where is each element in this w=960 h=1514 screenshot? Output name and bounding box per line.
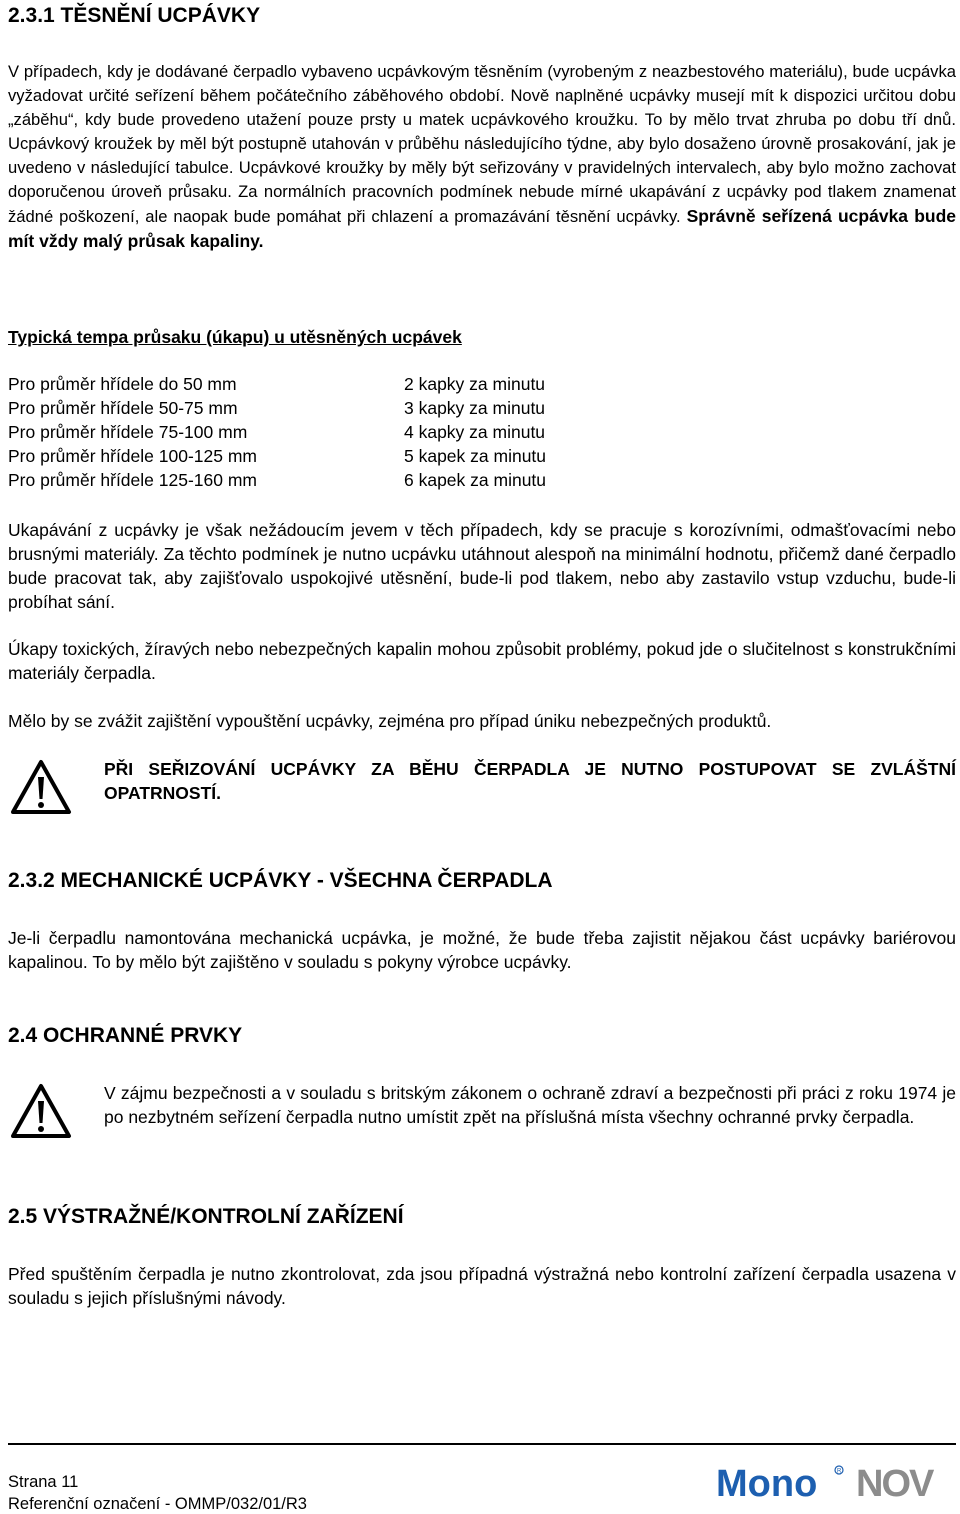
warning-triangle-icon [10, 759, 72, 815]
shaft-diameter-cell: Pro průměr hřídele 50-75 mm [8, 398, 238, 418]
warning-triangle-icon [10, 1083, 72, 1139]
shaft-diameter-cell: Pro průměr hřídele 125-160 mm [8, 470, 257, 490]
section-2-3-1-title: 2.3.1 TĚSNĚNÍ UCPÁVKY [8, 4, 261, 27]
drip-rate-cell: 2 kapky za minutu [404, 374, 546, 394]
section-2-5-paragraph: Před spuštěním čerpadla je nutno zkontrolovat, zda jsou případná výstražná nebo kontrolní zařízení čerpadla usazena v souladu s jejich příslušnými návody. [8, 1264, 956, 1308]
section-2-3-1-paragraph-3: Úkapy toxických, žíravých nebo nebezpečných kapalin mohou způsobit problémy, pokud jde o slučitelnost s konstrukčními materiály čerpadla. [8, 639, 956, 683]
section-2-3-2-paragraph: Je-li čerpadlu namontována mechanická ucpávka, je možné, že bude třeba zajistit nějakou část ucpávky bariérovou kapalinou. To by mělo být zajištěno v souladu s pokyny výrobce ucpávky. [8, 928, 956, 972]
drip-rate-cell: 4 kapky za minutu [404, 422, 546, 442]
section-2-3-1-paragraph-4: Mělo by se zvážit zajištění vypouštění ucpávky, zejména pro případ úniku nebezpečných produktů. [8, 711, 772, 731]
safety-guards-warning: V zájmu bezpečnosti a v souladu s britským zákonem o ochraně zdraví a bezpečnosti při práci z roku 1974 je po nezbytném seřízení čerpadla nutno umístit zpět na příslušná místa všechny ochranné prvky čerpadla. [104, 1083, 956, 1127]
drip-rate-cell: 3 kapky za minutu [404, 398, 546, 418]
footer-divider [8, 1443, 956, 1445]
shaft-diameter-cell: Pro průměr hřídele do 50 mm [8, 374, 237, 394]
section-2-5-title: 2.5 VÝSTRAŽNÉ/KONTROLNÍ ZAŘÍZENÍ [8, 1205, 404, 1228]
shaft-diameter-cell: Pro průměr hřídele 100-125 mm [8, 446, 257, 466]
section-2-3-2-title: 2.3.2 MECHANICKÉ UCPÁVKY - VŠECHNA ČERPADLA [8, 869, 553, 892]
drip-rate-cell: 5 kapek za minutu [404, 446, 547, 466]
svg-text:R: R [837, 1468, 842, 1475]
logo-nov-text: NOV [856, 1463, 933, 1502]
document-reference: Referenční označení - OMMP/032/01/R3 [8, 1495, 307, 1513]
section-2-3-1-paragraph-2: Ukapávání z ucpávky je však nežádoucím jevem v těch případech, kdy se pracuje s korozívními, odmašťovacími nebo brusnými materiály. Za těchto podmínek je nutno ucpávku utáhnout alespoň na minimální hodnotu, přičemž dané čerpadlo bude pracovat tak, aby zajišťovalo uspokojivé utěsnění, bude-li pod tlakem, nebo aby zastavilo vstup vzduchu, bude-li probíhat sání. [8, 520, 956, 612]
section-2-3-1-paragraph-1 [8, 60, 956, 254]
leak-rate-table-title: Typická tempa průsaku (úkapu) u utěsněných ucpávek [8, 327, 462, 347]
paragraph-1-text: V případech, kdy je dodávané čerpadlo vybaveno ucpávkovým těsněním (vyrobeným z neazbestového materiálu), bude ucpávka vyžadovat určité seřízení během počátečního záběhového období. Nově naplněné ucpávky musejí mít k dispozici určitou dobu „záběhu“, kdy bude provedeno utažení pouze prsty u matek ucpávkového kroužku. To by mělo trvat zhruba po dobu tří dnů. Ucpávkový kroužek by měl být postupně utahován v průběhu následujícího týdne, aby bylo dosaženo úrovně prosakování, jak je uvedeno v následující tabulce. Ucpávkové kroužky by měly být seřizovány v pravidelných intervalech, aby bylo možno zachovat doporučenou úroveň průsaku. Za normálních pracovních podmínek nebude mírné ukapávání z ucpávky pod tlakem znamenat žádné poškození, ale naopak bude pomáhat při chlazení a promazávání těsnění ucpávky. [8, 62, 956, 226]
mono-nov-logo [716, 1462, 956, 1502]
page-number: Strana 11 [8, 1473, 79, 1491]
shaft-diameter-cell: Pro průměr hřídele 75-100 mm [8, 422, 248, 442]
drip-rate-cell: 6 kapek za minutu [404, 470, 547, 490]
section-2-4-title: 2.4 OCHRANNÉ PRVKY [8, 1024, 243, 1047]
logo-mono-text: Mono [716, 1463, 818, 1502]
paragraph-1-bold-text: Správně seřízená ucpávka bude mít vždy malý průsak kapaliny. [8, 206, 956, 251]
packing-adjustment-warning: PŘI SEŘIZOVÁNÍ UCPÁVKY ZA BĚHU ČERPADLA JE NUTNO POSTUPOVAT SE ZVLÁŠTNÍ OPATRNOSTÍ. [104, 759, 956, 803]
